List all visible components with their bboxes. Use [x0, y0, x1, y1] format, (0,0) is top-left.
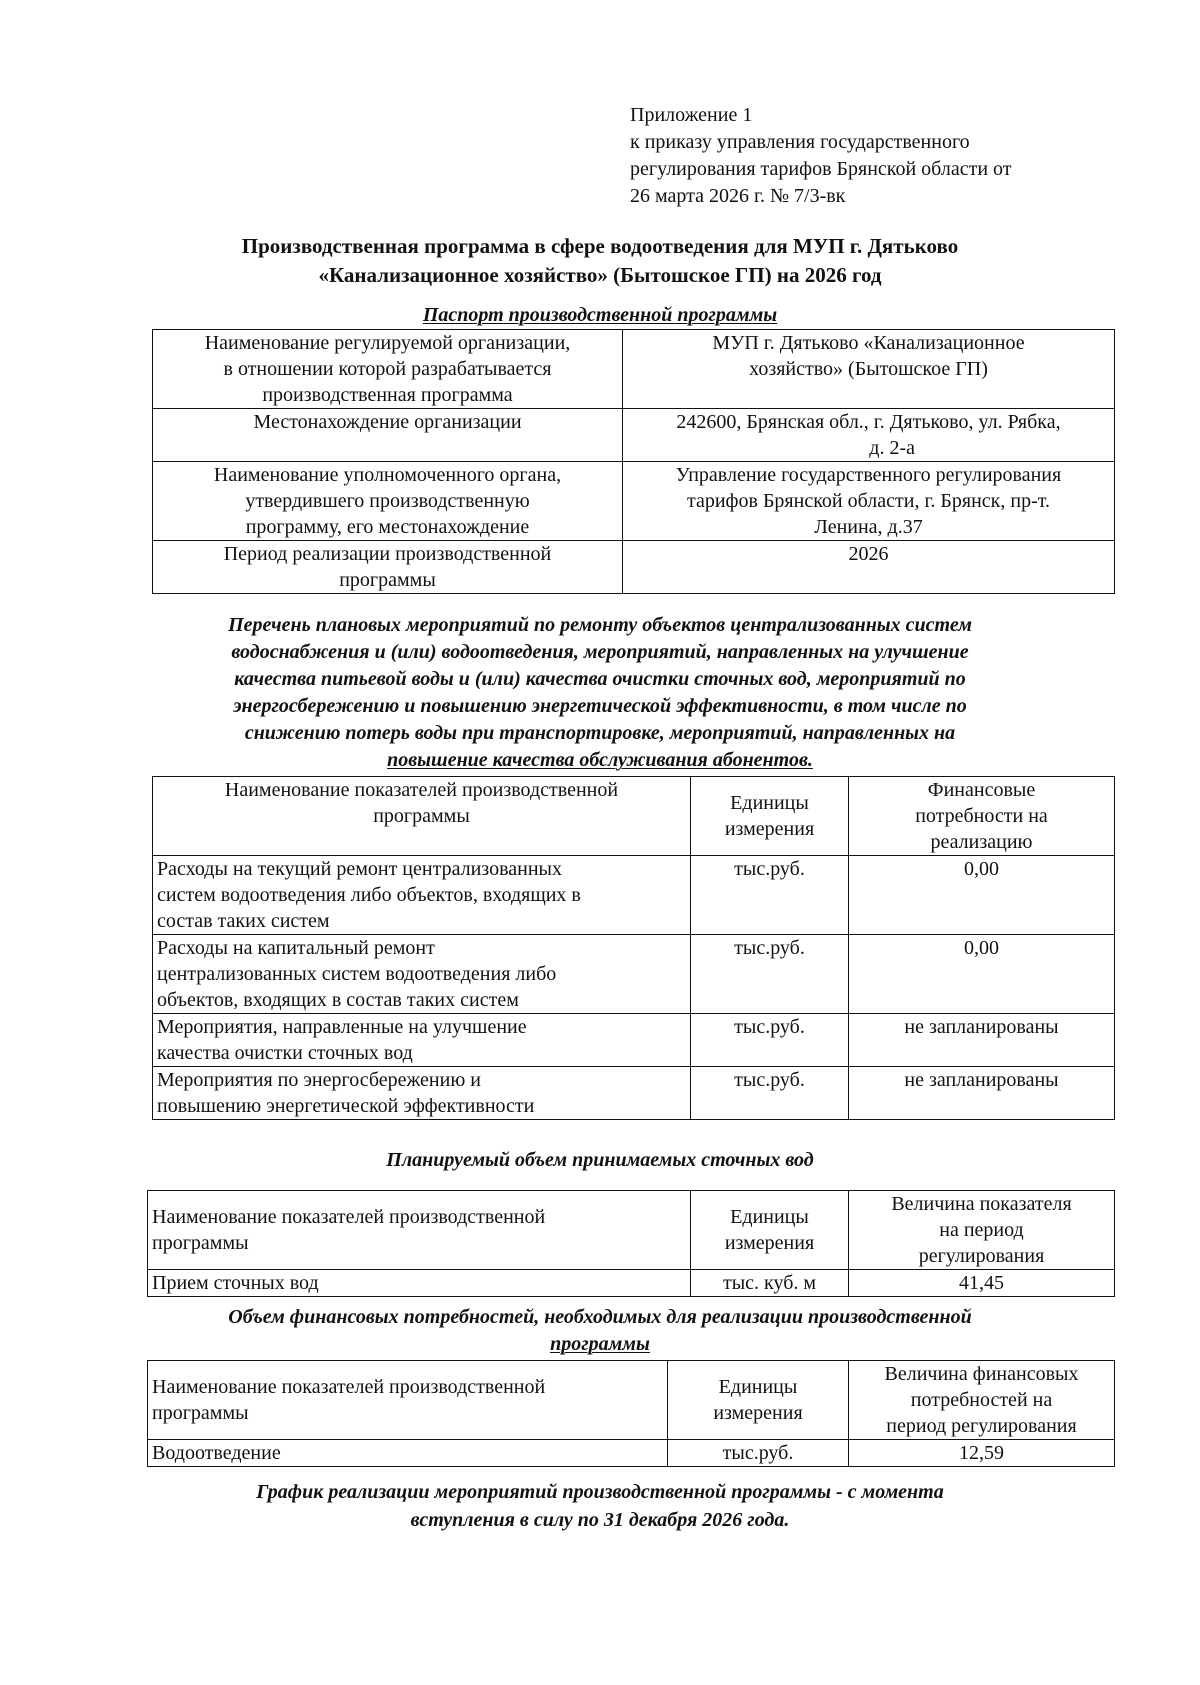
passport-table — [152, 329, 1115, 594]
volume-heading: Планируемый объем принимаемых сточных вод — [386, 1149, 814, 1171]
volume-value-cell: 41,45 — [849, 1270, 1115, 1297]
table-header-row — [153, 777, 1115, 856]
measure-value-cell: не запланированы — [849, 1014, 1115, 1067]
table-row — [153, 330, 1115, 409]
appendix-note — [630, 102, 1100, 210]
column-header-unit: Единицы измерения — [668, 1361, 849, 1440]
finance-heading: Объем финансовых потребностей, необходимых для реализации производственной программы — [228, 1306, 972, 1355]
schedule-note: График реализации мероприятий производственной программы - с момента вступления в силу по 31 декабря 2026 года. — [256, 1481, 944, 1531]
table-row — [153, 409, 1115, 462]
table-row — [153, 856, 1115, 935]
passport-value-cell: Управление государственного регулирования тарифов Брянской области, г. Брянск, пр-т. Ленина, д.37 — [623, 462, 1115, 541]
measure-value-cell: 0,00 — [849, 935, 1115, 1014]
measure-unit-cell: тыс.руб. — [691, 856, 849, 935]
volume-name-cell: Прием сточных вод — [148, 1270, 691, 1297]
table-row — [153, 935, 1115, 1014]
finance-table — [147, 1360, 1115, 1467]
column-header-value: Величина показателя на период регулирования — [849, 1191, 1115, 1270]
measure-unit-cell: тыс.руб. — [691, 935, 849, 1014]
measures-table — [152, 776, 1115, 1120]
passport-label-cell: Наименование регулируемой организации, в отношении которой разрабатывается производственная программа — [153, 330, 623, 409]
finance-value-cell: 12,59 — [849, 1440, 1115, 1467]
table-row — [153, 1067, 1115, 1120]
finance-name-cell: Водоотведение — [148, 1440, 668, 1467]
measures-heading: Перечень плановых мероприятий по ремонту объектов централизованных систем водоснабжения и (или) водоотведения, мероприятий, направленных на улучшение качества питьевой воды и (или) качества очистки сточных вод, мероприятий по энергосбережению и повышению энергетической эффективности, в том числе по снижению потерь воды при транспортировке, мероприятий, направленных на повышение качества обслуживания абонентов. — [228, 614, 972, 771]
column-header-name: Наименование показателей производственной программы — [148, 1361, 668, 1440]
column-header-name: Наименование показателей производственной программы — [148, 1191, 691, 1270]
table-row — [153, 541, 1115, 594]
appendix-line: Приложение 1 — [630, 104, 753, 126]
finance-unit-cell: тыс.руб. — [668, 1440, 849, 1467]
table-row — [148, 1270, 1115, 1297]
table-header-row — [148, 1361, 1115, 1440]
title-line: Производственная программа в сфере водоотведения для МУП г. Дятьково — [241, 234, 959, 258]
column-header-value: Величина финансовых потребностей на период регулирования — [849, 1361, 1115, 1440]
table-row — [148, 1440, 1115, 1467]
passport-value-cell: 2026 — [623, 541, 1115, 594]
column-header-unit: Единицы измерения — [691, 1191, 849, 1270]
appendix-line: регулирования тарифов Брянской области от — [630, 158, 1012, 180]
measure-value-cell: не запланированы — [849, 1067, 1115, 1120]
appendix-line: 26 марта 2026 г. № 7/3-вк — [630, 185, 846, 207]
measure-name-cell: Расходы на капитальный ремонт централизованных систем водоотведения либо объектов, входящих в состав таких систем — [153, 935, 691, 1014]
passport-value-cell: 242600, Брянская обл., г. Дятьково, ул. Рябка, д. 2-а — [623, 409, 1115, 462]
measure-value-cell: 0,00 — [849, 856, 1115, 935]
appendix-line: к приказу управления государственного — [630, 131, 970, 153]
measure-name-cell: Мероприятия по энергосбережению и повышению энергетической эффективности — [153, 1067, 691, 1120]
passport-value-cell: МУП г. Дятьково «Канализационное хозяйство» (Бытошское ГП) — [623, 330, 1115, 409]
passport-label-cell: Местонахождение организации — [153, 409, 623, 462]
measure-unit-cell: тыс.руб. — [691, 1014, 849, 1067]
table-row — [153, 462, 1115, 541]
title-line: «Канализационное хозяйство» (Бытошское ГП) на 2026 год — [318, 263, 882, 287]
volume-unit-cell: тыс. куб. м — [691, 1270, 849, 1297]
measure-name-cell: Мероприятия, направленные на улучшение качества очистки сточных вод — [153, 1014, 691, 1067]
table-header-row — [148, 1191, 1115, 1270]
column-header-name: Наименование показателей производственной программы — [153, 777, 691, 856]
passport-heading: Паспорт производственной программы — [422, 304, 778, 326]
volume-table — [147, 1190, 1115, 1297]
table-row — [153, 1014, 1115, 1067]
measure-unit-cell: тыс.руб. — [691, 1067, 849, 1120]
column-header-unit: Единицы измерения — [691, 777, 849, 856]
document-title — [150, 232, 1050, 290]
measure-name-cell: Расходы на текущий ремонт централизованных систем водоотведения либо объектов, входящих в состав таких систем — [153, 856, 691, 935]
column-header-value: Финансовые потребности на реализацию — [849, 777, 1115, 856]
passport-label-cell: Наименование уполномоченного органа, утвердившего производственную программу, его местонахождение — [153, 462, 623, 541]
passport-label-cell: Период реализации производственной программы — [153, 541, 623, 594]
